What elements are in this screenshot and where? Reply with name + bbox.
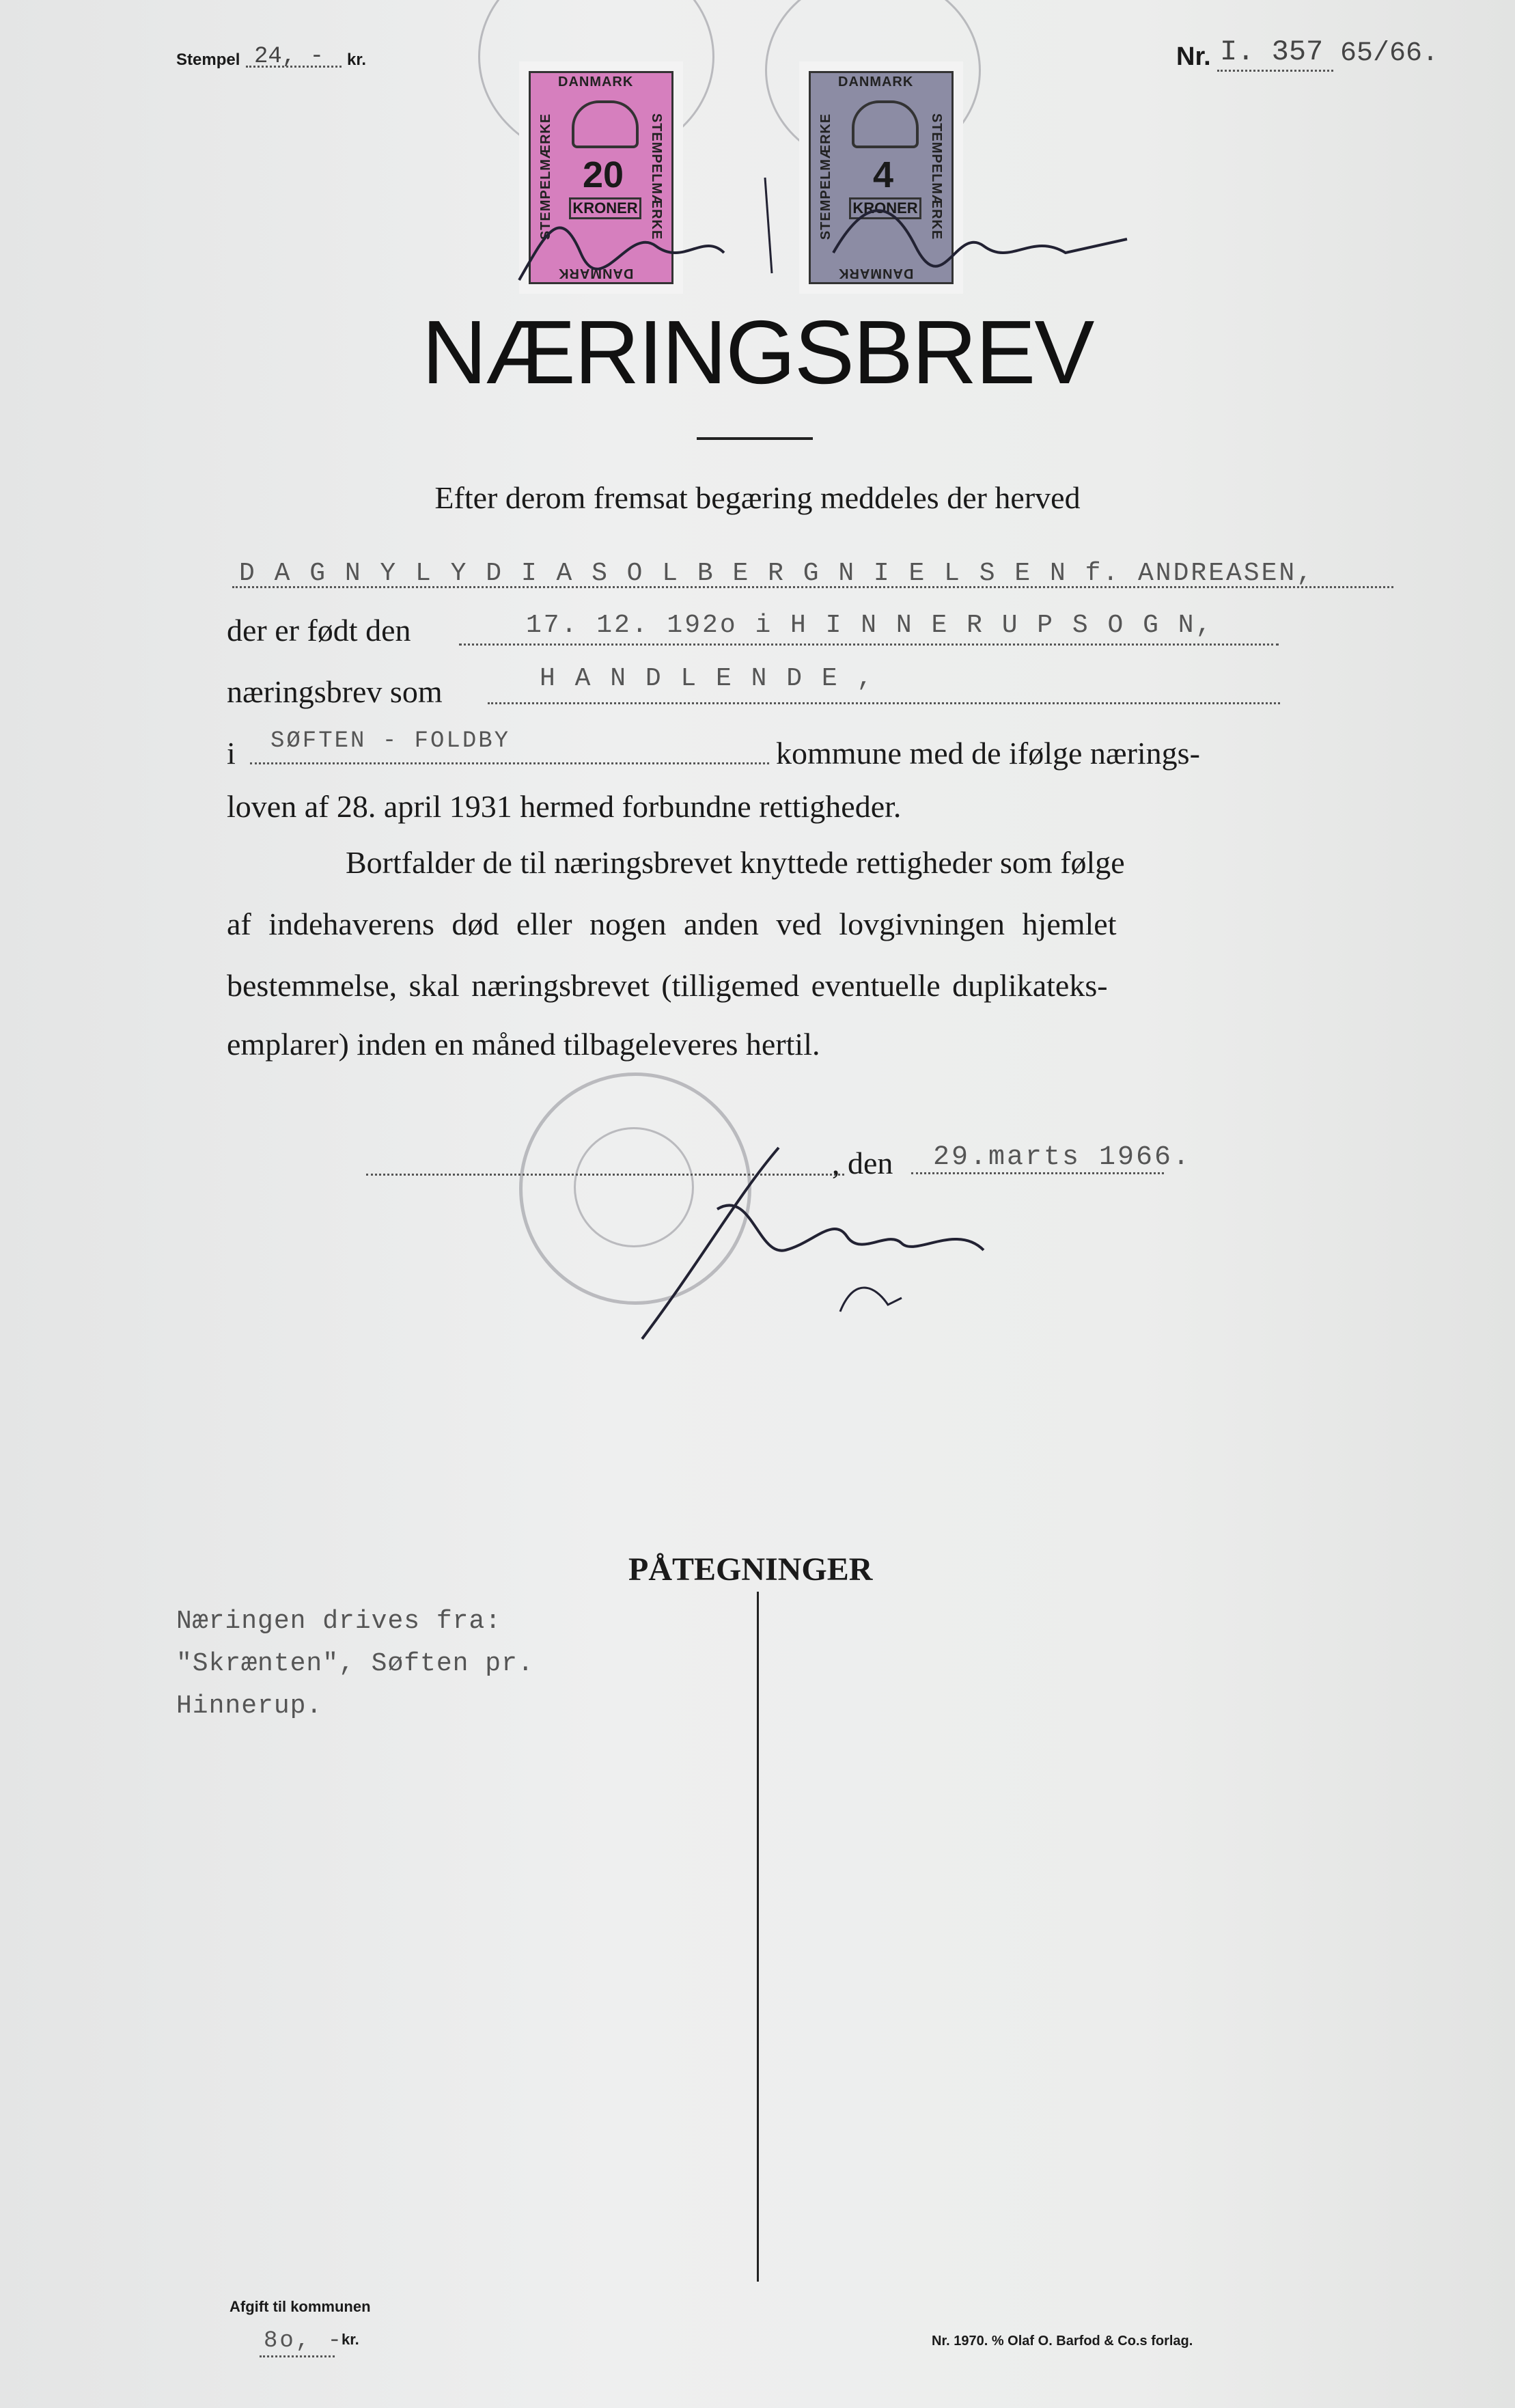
- date-label: , den: [832, 1146, 893, 1180]
- title-rule: [697, 437, 813, 440]
- stempel-value: 24, -: [254, 44, 324, 70]
- paragraph-line: Bortfalder de til næringsbrevet knyttede rettigheder som følge: [346, 845, 1125, 880]
- endorsement-line: Næringen drives fra:: [176, 1607, 502, 1636]
- revenue-stamp-4: DANMARK DANMARK STEMPELMÆRKE STEMPELMÆRKE 4 KRONER: [799, 61, 963, 294]
- municipality-value: SØFTEN - FOLDBY: [270, 728, 511, 754]
- nr-value: I. 357: [1220, 36, 1324, 68]
- paragraph-line: emplarer) inden en måned tilbageleveres hertil.: [227, 1027, 820, 1062]
- paragraph-line: bestemmelse, skal næringsbrevet (tilligemed eventuelle duplikateks-: [227, 968, 1108, 1003]
- crown-icon: [852, 100, 919, 148]
- intro-text: Efter derom fremsat begæring meddeles der herved: [434, 480, 1081, 515]
- trade-label: næringsbrev som: [227, 674, 443, 709]
- fee-unit: kr.: [342, 2331, 359, 2348]
- endorsements-title: PÅTEGNINGER: [628, 1551, 873, 1588]
- revenue-stamp-20: DANMARK DANMARK STEMPELMÆRKE STEMPELMÆRKE 20 KRONER: [519, 61, 683, 294]
- municipality-prefix: i: [227, 736, 236, 771]
- born-value: 17. 12. 192o i H I N N E R U P S O G N,: [526, 611, 1214, 640]
- paragraph-line: af indehaverens død eller nogen anden ved lovgivningen hjemlet: [227, 907, 1117, 941]
- holder-name: D A G N Y L Y D I A S O L B E R G N I E L S E N f. ANDREASEN,: [239, 559, 1315, 588]
- stamp-cancellation-signature: [478, 150, 1161, 301]
- endorsements-divider: [757, 1592, 759, 2282]
- crown-icon: [572, 100, 639, 148]
- endorsement-line: Hinnerup.: [176, 1691, 323, 1721]
- publisher-line: Nr. 1970. % Olaf O. Barfod & Co.s forlag.: [932, 2334, 1193, 2349]
- municipality-suffix: kommune med de ifølge nærings-: [776, 736, 1200, 771]
- endorsement-line: "Skrænten", Søften pr.: [176, 1649, 534, 1678]
- stempel-label: Stempel: [176, 51, 240, 69]
- date-value: 29.marts 1966.: [933, 1142, 1192, 1173]
- nr-label: Nr.: [1176, 42, 1211, 71]
- document-title: NÆRINGSBREV: [421, 302, 1094, 402]
- stempel-unit: kr.: [347, 51, 367, 69]
- fee-label: Afgift til kommunen: [230, 2298, 371, 2315]
- nr-year: 65/66.: [1340, 38, 1439, 69]
- fee-value: 8o, -: [264, 2328, 344, 2354]
- born-label: der er født den: [227, 613, 411, 648]
- official-signature: [628, 1134, 1107, 1366]
- trade-value: H A N D L E N D E ,: [540, 664, 875, 693]
- law-line: loven af 28. april 1931 hermed forbundne rettigheder.: [227, 789, 902, 824]
